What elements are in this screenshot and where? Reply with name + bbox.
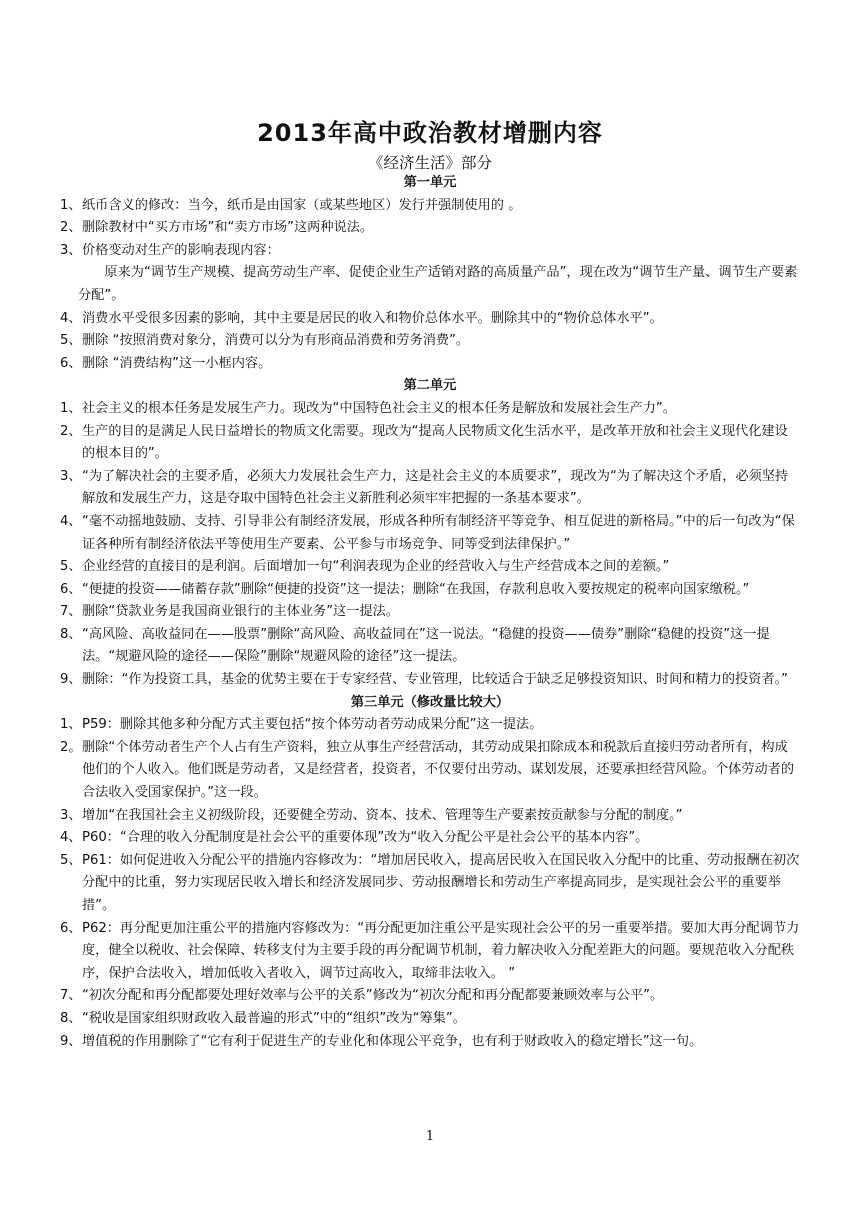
page-number: 1 xyxy=(425,1129,435,1144)
list-item-number: 4、 xyxy=(60,830,82,846)
document-title: 2013年高中政治教材增删内容 xyxy=(257,119,603,147)
list-item-text: 纸币含义的修改：当今，纸币是由国家（或某些地区）发行并强制使用的 。 xyxy=(82,197,522,213)
list-item xyxy=(60,556,800,579)
document-subtitle: 《经济生活》部分 xyxy=(367,154,492,172)
list-item-text: P62：再分配更加注重公平的措施内容修改为：“再分配更加注重公平是实现社会公平的另一重要举措。要加大再分配调节力度，健全以税收、社会保障、转移支付为主要手段的再分配调节机制，着力解决收入分配差距大的问题。要规范收入分配秩序，保护合法收入，增加低收入者收入，调节过高收入，取缔非法收入。 ” xyxy=(82,920,800,981)
list-item xyxy=(60,714,800,737)
document-body xyxy=(60,172,800,1053)
list-item xyxy=(60,918,800,986)
list-item-number: 6、 xyxy=(60,581,82,597)
list-item xyxy=(60,240,800,263)
list-item xyxy=(60,579,800,602)
list-item-number: 7、 xyxy=(60,988,82,1004)
list-item-text: 价格变动对生产的影响表现内容： xyxy=(82,242,280,258)
list-item-text: “高风险、高收益同在——股票”删除“高风险、高收益同在”这一说法。“稳健的投资——债券”删除“稳健的投资”这一提法。“规避风险的途径——保险”删除“规避风险的途径”这一提法。 xyxy=(82,626,770,665)
list-item-text: 删除教材中“买方市场”和“卖方市场”这两种说法。 xyxy=(82,220,374,236)
list-item-text: 增值税的作用删除了“它有利于促进生产的专业化和体现公平竞争，也有利于财政收入的稳定增长”这一句。 xyxy=(82,1033,703,1049)
list-item xyxy=(60,850,800,918)
list-item-number: 1、 xyxy=(60,717,82,733)
list-item-number: 6、 xyxy=(60,920,82,936)
unit-heading: 第三单元（修改量比较大） xyxy=(350,694,510,710)
unit-heading: 第一单元 xyxy=(403,175,457,190)
list-item-number: 2、 xyxy=(60,220,82,236)
list-item-text: 消费水平受很多因素的影响，其中主要是居民的收入和物价总体水平。删除其中的“物价总体水平”。 xyxy=(82,310,663,326)
list-item xyxy=(60,421,800,466)
list-item xyxy=(60,1031,800,1054)
list-item xyxy=(60,1008,800,1031)
list-item-number: 9、 xyxy=(60,672,82,688)
list-item-number: 6、 xyxy=(60,355,82,371)
list-item-text: 删除“个体劳动者生产个人占有生产资料，独立从事生产经营活动，其劳动成果扣除成本和税款后直接归劳动者所有，构成他们的个人收入。他们既是劳动者，又是经营者，投资者，不仅要付出劳动、谋划发展，还要承担经营风险。个体劳动者的合法收入受国家保护。”这一段。 xyxy=(82,739,795,801)
list-item xyxy=(60,624,800,669)
list-item xyxy=(60,601,800,624)
list-item-number: 3、 xyxy=(60,468,82,484)
list-item-number: 1、 xyxy=(60,400,82,416)
list-item-number: 1、 xyxy=(60,197,82,213)
list-item-text: 删除“贷款业务是我国商业银行的主体业务”这一提法。 xyxy=(82,604,399,620)
list-item xyxy=(60,737,800,805)
list-item-number: 4、 xyxy=(60,513,82,529)
list-item xyxy=(60,669,800,692)
list-item xyxy=(60,398,800,421)
list-item xyxy=(60,805,800,828)
list-item-text: 删除：“作为投资工具，基金的优势主要在于专家经营、专业管理，比较适合于缺乏足够投资知识、时间和精力的投资者。” xyxy=(82,672,788,688)
list-item xyxy=(60,985,800,1008)
list-item-number: 7、 xyxy=(60,604,82,620)
list-item-continuation: 原来为“调节生产规模、提高劳动生产率、促使企业生产适销对路的高质量产品”，现在改为“调节生产量、调节生产要素分配”。 xyxy=(78,265,798,303)
list-item-text: 删除 “消费结构”这一小框内容。 xyxy=(82,355,272,371)
list-item-number: 3、 xyxy=(60,807,82,823)
list-item xyxy=(60,466,800,511)
list-item-number: 2。 xyxy=(60,739,82,755)
list-item-text: 社会主义的根本任务是发展生产力。现改为“中国特色社会主义的根本任务是解放和发展社会生产力”。 xyxy=(82,400,676,416)
unit-heading: 第二单元 xyxy=(403,378,457,394)
list-item xyxy=(60,330,800,353)
list-item-text: 删除 “按照消费对象分，消费可以分为有形商品消费和劳务消费”。 xyxy=(82,333,470,349)
list-item-number: 8、 xyxy=(60,1010,82,1026)
list-item-number: 2、 xyxy=(60,423,82,439)
list-item-number: 5、 xyxy=(60,852,82,868)
list-item-text: 增加“在我国社会主义初级阶段，还要健全劳动、资本、技术、管理等生产要素按贡献参与分配的制度。” xyxy=(82,807,683,823)
list-item-text: “便捷的投资——储蓄存款”删除“便捷的投资”这一提法；删除“在我国，存款利息收入要按规定的税率向国家缴税。” xyxy=(82,581,750,597)
list-item-text: “初次分配和再分配都要处理好效率与公平的关系”修改为“初次分配和再分配都要兼顾效率与公平”。 xyxy=(82,988,664,1004)
list-item xyxy=(60,308,800,331)
list-item-number: 8、 xyxy=(60,626,82,642)
list-item-text: P61：如何促进收入分配公平的措施内容修改为：“增加居民收入，提高居民收入在国民收入分配中的比重、劳动报酬在初次分配中的比重，努力实现居民收入增长和经济发展同步、劳动报酬增长和劳动生产率提高同步，是实现社会公平的重要举措”。 xyxy=(82,852,800,913)
list-item-text: P60：“合理的收入分配制度是社会公平的重要体现”改为“收入分配公平是社会公平的基本内容”。 xyxy=(82,830,649,846)
list-item xyxy=(60,511,800,556)
list-item-number: 3、 xyxy=(60,242,82,258)
list-item-text: “为了解决社会的主要矛盾，必须大力发展社会生产力，这是社会主义的本质要求”，现改为“为了解决这个矛盾，必须坚持解放和发展生产力，这是夺取中国特色社会主义新胜利必须牢牢把握的一条基本要求”。 xyxy=(82,468,789,507)
list-item-text: “税收是国家组织财政收入最普遍的形式”中的“组织”改为“筹集”。 xyxy=(82,1010,466,1026)
list-item-text: P59：删除其他多种分配方式主要包括“按个体劳动者劳动成果分配”这一提法。 xyxy=(82,717,543,733)
list-item xyxy=(60,353,800,376)
list-item-text: 企业经营的直接目的是利润。后面增加一句“利润表现为企业的经营收入与生产经营成本之间的差额。” xyxy=(82,559,670,575)
list-item-number: 5、 xyxy=(60,333,82,349)
list-item xyxy=(60,195,800,218)
list-item-number: 9、 xyxy=(60,1033,82,1049)
list-item-number: 4、 xyxy=(60,310,82,326)
list-item xyxy=(60,217,800,240)
list-item-text: “毫不动摇地鼓励、支持、引导非公有制经济发展，形成各种所有制经济平等竞争、相互促进的新格局。”中的后一句改为“保证各种所有制经济依法平等使用生产要素、公平参与市场竞争、同等受到法律保护。” xyxy=(82,513,795,552)
list-item xyxy=(60,827,800,850)
list-item-text: 生产的目的是满足人民日益增长的物质文化需要。现改为“提高人民物质文化生活水平，是改革开放和社会主义现代化建设的根本目的”。 xyxy=(82,423,788,462)
list-item-number: 5、 xyxy=(60,559,82,575)
